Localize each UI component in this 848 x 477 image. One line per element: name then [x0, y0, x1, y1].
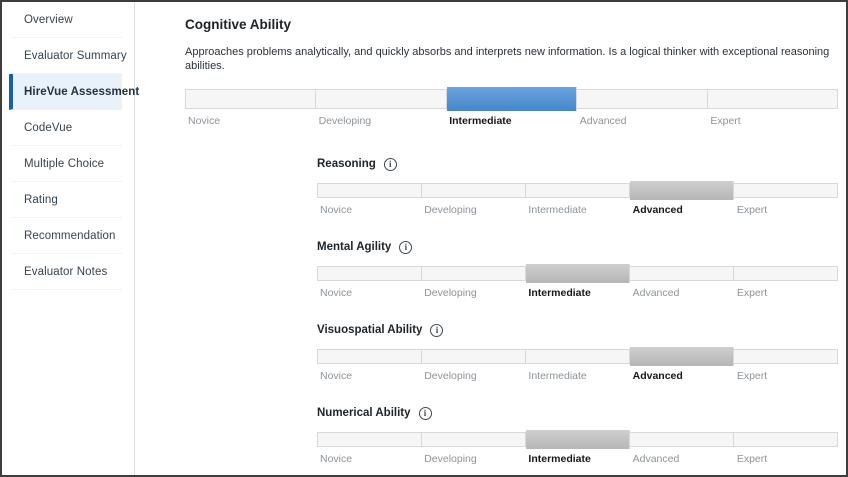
reasoning-segment-intermediate: [526, 184, 630, 197]
sidebar-item-label: Recommendation: [24, 229, 116, 242]
subscale-reasoning: [317, 158, 838, 216]
visuospatial-ability-title: Visuospatial Ability: [317, 324, 423, 337]
mental-agility-labels: [317, 287, 838, 299]
subscale-numerical-ability: [317, 407, 838, 465]
overall-label-expert: Expert: [710, 114, 741, 127]
reasoning-bar: [317, 183, 838, 198]
mental-agility-segment-intermediate: [526, 264, 630, 283]
mental-agility-segment-advanced: [630, 267, 734, 280]
reasoning-labels: [317, 204, 838, 216]
subscales: [317, 158, 838, 465]
overall-label-advanced: Advanced: [579, 114, 627, 127]
visuospatial-ability-label-expert: Expert: [736, 369, 768, 382]
main-content: [135, 2, 846, 475]
reasoning-label-expert: Expert: [736, 203, 768, 216]
numerical-ability-title-row: [317, 407, 838, 420]
visuospatial-ability-title-row: [317, 324, 838, 337]
reasoning-segment-expert: [734, 184, 837, 197]
mental-agility-segment-novice: [318, 267, 422, 280]
sidebar-item-label: Overview: [24, 13, 73, 26]
visuospatial-ability-label-developing: Developing: [424, 369, 477, 382]
sidebar-item-codevue[interactable]: [9, 110, 122, 146]
subscale-visuospatial-ability: [317, 324, 838, 382]
visuospatial-ability-bar: [317, 349, 838, 364]
numerical-ability-title: Numerical Ability: [317, 407, 411, 420]
page-title: Cognitive Ability: [185, 17, 292, 32]
numerical-ability-segment-expert: [734, 433, 837, 446]
numerical-ability-bar: [317, 432, 838, 447]
visuospatial-ability-segment-expert: [734, 350, 837, 363]
numerical-ability-segment-developing: [422, 433, 526, 446]
sidebar-item-evaluator-notes[interactable]: [9, 254, 122, 290]
numerical-ability-segment-intermediate: [526, 430, 630, 449]
visuospatial-ability-segment-developing: [422, 350, 526, 363]
sidebar-item-label: Rating: [24, 193, 58, 206]
sidebar-item-rating[interactable]: [9, 182, 122, 218]
ability-description: Approaches problems analytically, and quickly absorbs and interprets new information. Is a logical thinker with exceptional reasoning abilities.: [185, 46, 830, 73]
mental-agility-title-row: [317, 241, 838, 254]
overall-segment-intermediate: [447, 87, 577, 111]
reasoning-title: Reasoning: [317, 158, 376, 171]
sidebar-item-label: Multiple Choice: [24, 157, 105, 170]
mental-agility-bar: [317, 266, 838, 281]
overall-label-intermediate: Intermediate: [449, 114, 512, 127]
overall-segment-novice: [186, 90, 316, 108]
visuospatial-ability-labels: [317, 370, 838, 382]
visuospatial-ability-segment-intermediate: [526, 350, 630, 363]
numerical-ability-info-icon[interactable]: i: [419, 407, 432, 420]
overall-bar: [185, 89, 838, 109]
sidebar-item-label: Evaluator Notes: [24, 265, 108, 278]
mental-agility-segment-expert: [734, 267, 837, 280]
numerical-ability-label-intermediate: Intermediate: [528, 452, 591, 465]
sidebar-item-label: HireVue Assessment: [24, 85, 140, 98]
mental-agility-title: Mental Agility: [317, 241, 392, 254]
overall-labels: [185, 115, 838, 127]
reasoning-segment-advanced: [630, 181, 734, 200]
mental-agility-label-developing: Developing: [424, 286, 477, 299]
mental-agility-label-expert: Expert: [736, 286, 768, 299]
sidebar-item-overview[interactable]: [9, 2, 122, 38]
reasoning-label-advanced: Advanced: [632, 203, 683, 216]
visuospatial-ability-label-advanced: Advanced: [632, 369, 683, 382]
overall-segment-advanced: [577, 90, 707, 108]
reasoning-segment-developing: [422, 184, 526, 197]
sidebar-item-recommendation[interactable]: [9, 218, 122, 254]
reasoning-label-intermediate: Intermediate: [528, 203, 587, 216]
subscale-mental-agility: [317, 241, 838, 299]
numerical-ability-segment-advanced: [630, 433, 734, 446]
numerical-ability-label-expert: Expert: [736, 452, 768, 465]
sidebar-item-multiple-choice[interactable]: [9, 146, 122, 182]
visuospatial-ability-info-icon[interactable]: i: [430, 324, 443, 337]
mental-agility-label-intermediate: Intermediate: [528, 286, 591, 299]
sidebar: [2, 2, 140, 475]
numerical-ability-label-developing: Developing: [424, 452, 477, 465]
reasoning-segment-novice: [318, 184, 422, 197]
numerical-ability-label-novice: Novice: [320, 452, 353, 465]
mental-agility-segment-developing: [422, 267, 526, 280]
numerical-ability-segment-novice: [318, 433, 422, 446]
mental-agility-label-novice: Novice: [320, 286, 353, 299]
reasoning-info-icon[interactable]: i: [384, 158, 397, 171]
numerical-ability-label-advanced: Advanced: [632, 452, 680, 465]
sidebar-item-hirevue-assessment[interactable]: [9, 74, 140, 110]
reasoning-title-row: [317, 158, 838, 171]
visuospatial-ability-segment-novice: [318, 350, 422, 363]
sidebar-item-evaluator-summary[interactable]: [9, 38, 127, 74]
visuospatial-ability-label-novice: Novice: [320, 369, 353, 382]
mental-agility-info-icon[interactable]: i: [399, 241, 412, 254]
app-layout: [2, 2, 846, 475]
sidebar-item-label: CodeVue: [24, 121, 73, 134]
overall-scale: [185, 89, 838, 127]
overall-label-novice: Novice: [188, 114, 221, 127]
reasoning-label-novice: Novice: [320, 203, 353, 216]
overall-segment-expert: [708, 90, 837, 108]
mental-agility-label-advanced: Advanced: [632, 286, 680, 299]
reasoning-label-developing: Developing: [424, 203, 477, 216]
visuospatial-ability-segment-advanced: [630, 347, 734, 366]
overall-segment-developing: [316, 90, 446, 108]
visuospatial-ability-label-intermediate: Intermediate: [528, 369, 587, 382]
sidebar-item-label: Evaluator Summary: [24, 49, 127, 62]
overall-label-developing: Developing: [318, 114, 372, 127]
numerical-ability-labels: [317, 453, 838, 465]
